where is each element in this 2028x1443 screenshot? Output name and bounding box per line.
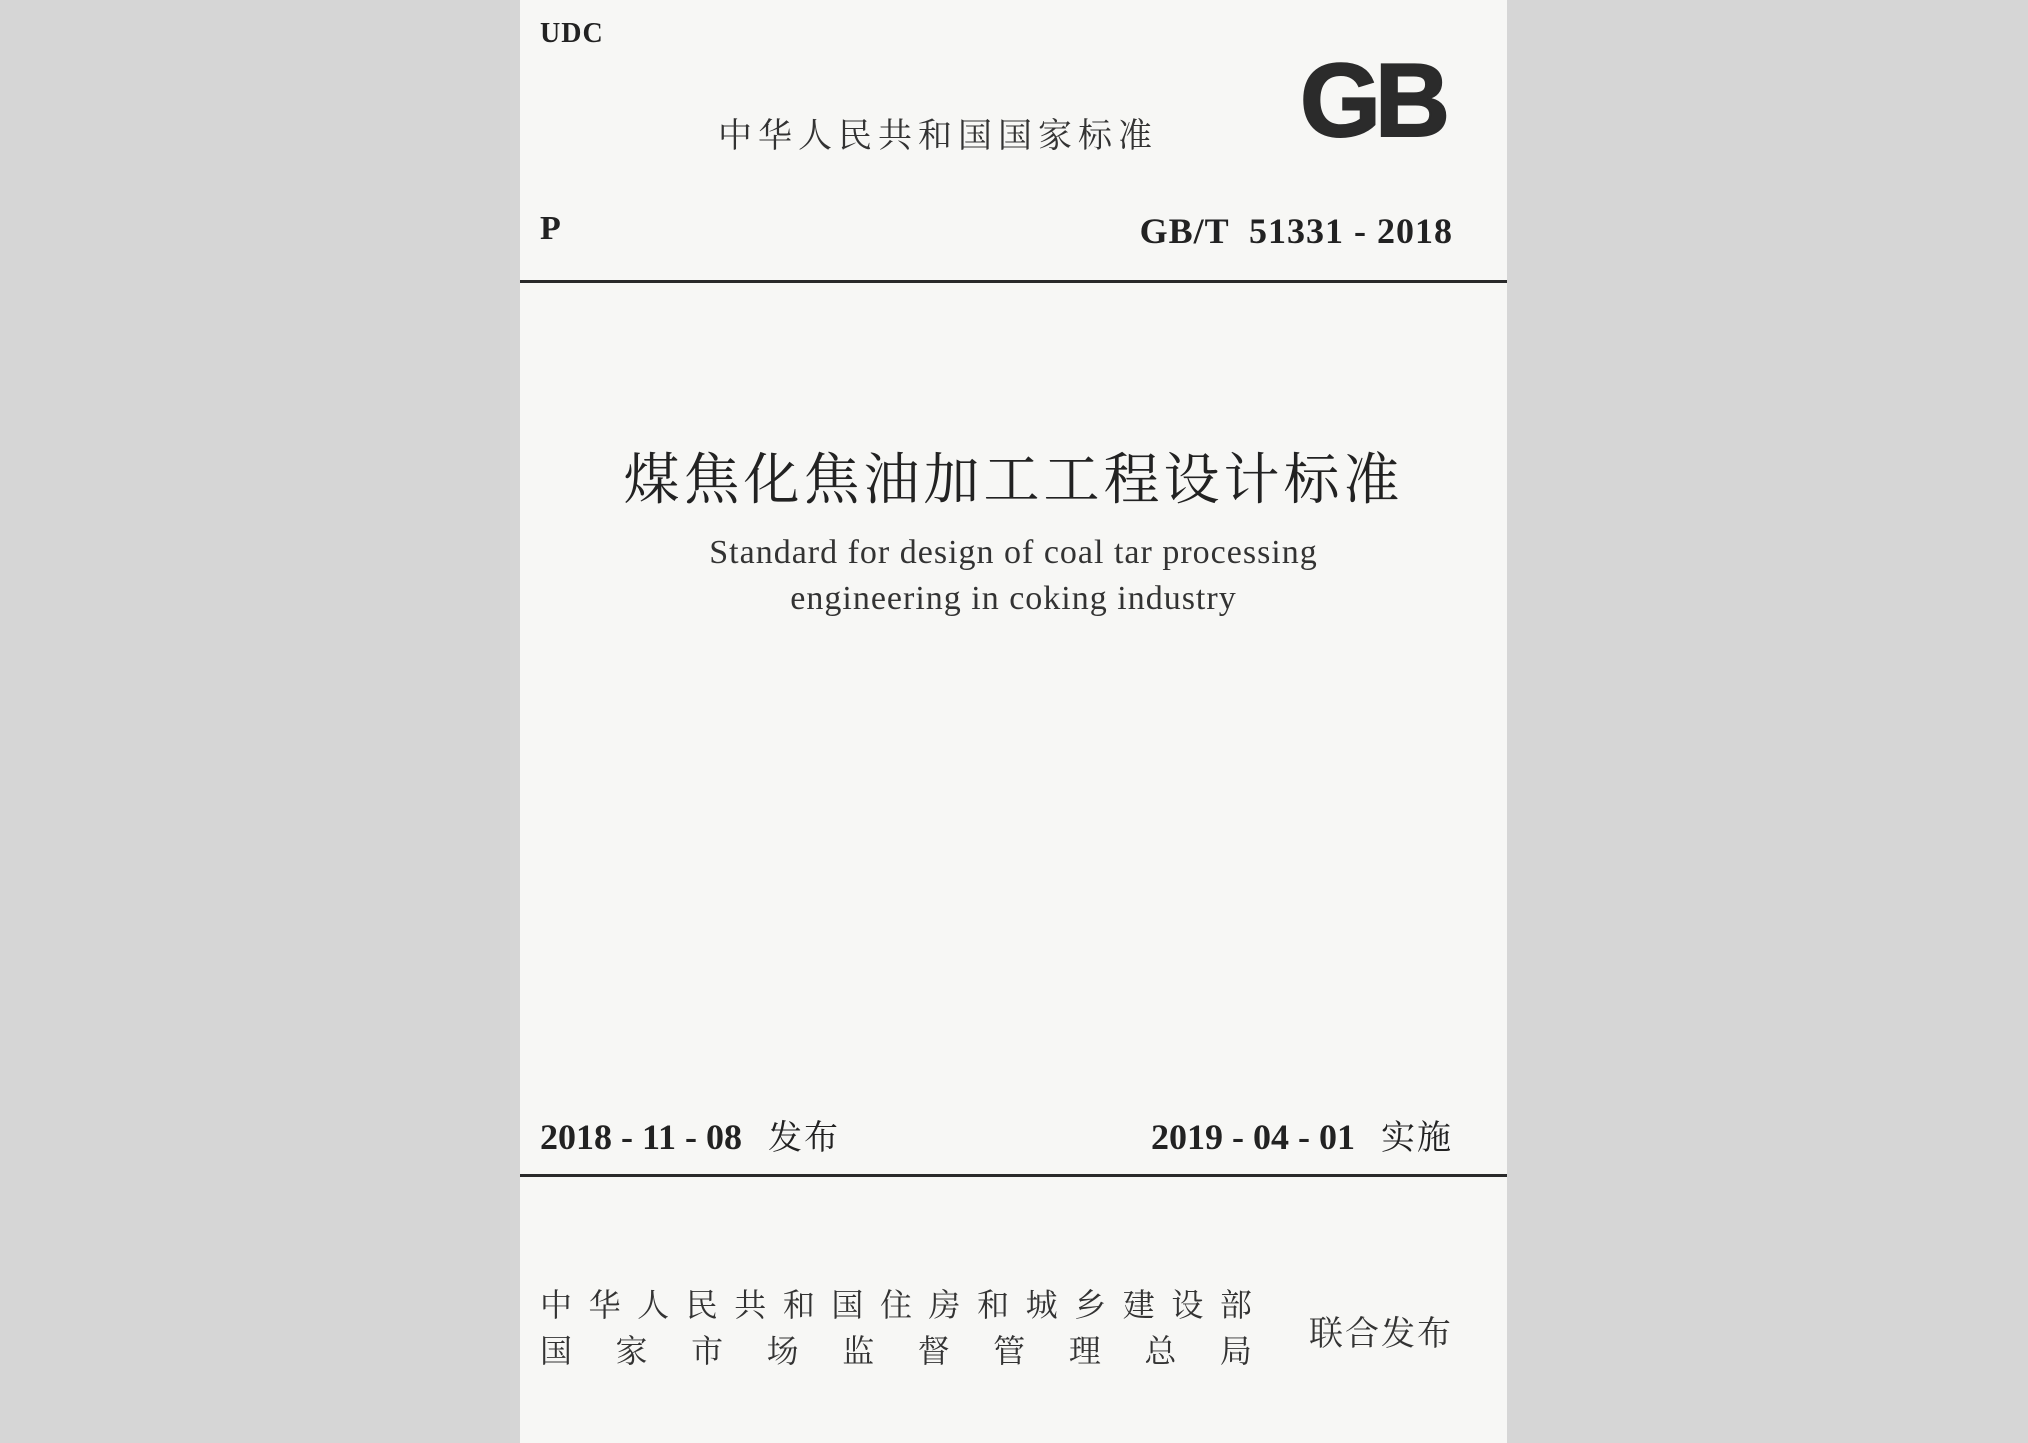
issuer-char: 市 [691,1332,724,1370]
joint-issue-label: 联合发布 [1309,1314,1453,1354]
bottom-divider [520,1174,1507,1177]
issue-label: 发布 [768,1118,840,1158]
issuer-char: 理 [1068,1332,1101,1370]
issuer-char: 场 [766,1332,799,1370]
implementation-date-row [1151,1110,1453,1159]
issuer-char: 部 [1219,1286,1252,1324]
title-english-line1: Standard for design of coal tar processing [709,534,1318,571]
implementation-date: 2019 - 04 - 01 [1151,1117,1355,1157]
issue-date: 2018 - 11 - 08 [540,1117,742,1157]
issuer-char: 华 [588,1286,621,1324]
issuer-char: 管 [993,1332,1026,1370]
issuer-char: 和 [782,1286,815,1324]
issuer-char: 人 [637,1286,670,1324]
issuer-char: 住 [879,1286,912,1324]
issuer-char: 共 [734,1286,767,1324]
issuer-line-2 [540,1328,1252,1374]
issuer-char: 民 [685,1286,718,1324]
top-divider [520,280,1507,283]
issuer-line-1 [540,1282,1252,1328]
national-standard-label: 中华人民共和国国家标准 [718,116,1158,156]
issuer-char: 城 [1025,1286,1058,1324]
issuer-char: 中 [540,1286,573,1324]
udc-label: UDC [540,18,604,49]
issuer-char: 督 [917,1332,950,1370]
issuer-char: 国 [831,1286,864,1324]
category-code: P [540,210,561,247]
title-chinese: 煤焦化焦油加工工程设计标准 [623,448,1404,513]
issuer-char: 监 [842,1332,875,1370]
issuer-char: 设 [1171,1286,1204,1324]
gb-logo-text: GB [1300,50,1444,150]
issuer-char: 国 [540,1332,573,1370]
issuer-char: 家 [615,1332,648,1370]
issuer-char: 房 [928,1286,961,1324]
title-english [520,530,1507,622]
standard-number: GB/T 51331 - 2018 [1139,211,1453,251]
cover-page [520,0,1507,1443]
issuer-char: 和 [977,1286,1010,1324]
gb-logo-icon [1270,50,1474,150]
issuer-char: 总 [1144,1332,1177,1370]
issuer-char: 乡 [1074,1286,1107,1324]
issuer-char: 建 [1122,1286,1155,1324]
issue-date-row [540,1110,840,1159]
title-english-line2: engineering in coking industry [790,580,1237,617]
issuers-block [540,1282,1252,1374]
implementation-label: 实施 [1381,1118,1453,1158]
issuer-char: 局 [1219,1332,1252,1370]
